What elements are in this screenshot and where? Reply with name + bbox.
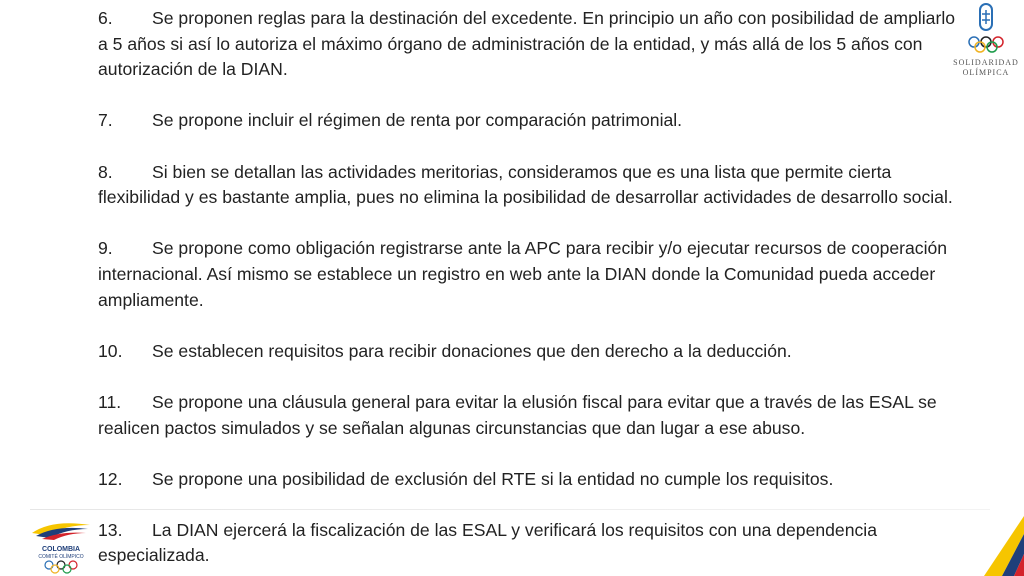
item-text: La DIAN ejercerá la fiscalización de las ESAL y verificará los requisitos con una dependencia especializada. — [98, 519, 877, 566]
olympic-solidarity-logo — [950, 2, 1022, 92]
logo-subtitle: COMITÉ OLÍMPICO — [38, 554, 84, 560]
colombia-olympic-logo — [24, 519, 98, 575]
item-text: Se propone como obligación registrarse ante la APC para recibir y/o ejecutar recursos de cooperación internacional. Así mismo se establece un registro en web ante la DIAN donde la Comunidad pueda acceder ampliamente. — [98, 238, 948, 310]
item-text: Si bien se detallan las actividades meritorias, consideramos que es una lista que permite cierta flexibilidad y es bastante amplia, pues no elimina la posibilidad de desarrollar actividades de desarrollo social. — [98, 161, 953, 208]
list-item — [98, 108, 958, 134]
footer-divider — [30, 509, 990, 510]
item-number: 11. — [98, 391, 122, 412]
olympic-rings-icon — [41, 560, 81, 574]
item-text: Se propone incluir el régimen de renta por comparación patrimonial. — [152, 110, 683, 131]
item-number: 10. — [98, 340, 123, 361]
list-item — [98, 518, 958, 569]
logo-line-1: SOLIDARIDAD — [953, 58, 1019, 67]
item-number: 8. — [98, 161, 113, 182]
list-item — [98, 6, 958, 83]
list-item — [98, 160, 958, 211]
list-item — [98, 339, 958, 365]
item-number: 12. — [98, 468, 123, 489]
logo-line-2: OLÍMPICA — [962, 68, 1010, 77]
item-number: 7. — [98, 110, 113, 131]
item-text: Se establecen requisitos para recibir donaciones que den derecho a la deducción. — [152, 340, 792, 361]
list-item — [98, 467, 958, 493]
logo-name: COLOMBIA — [41, 546, 81, 553]
colombia-emblem-icon — [26, 519, 96, 541]
list-item — [98, 236, 958, 313]
item-text: Se proponen reglas para la destinación del excedente. En principio un año con posibilidad de ampliarlo a 5 años si así lo autoriza el máximo órgano de administración de la entidad, y más allá de los 5 años con autorización de la DIAN. — [98, 8, 956, 80]
item-number: 9. — [98, 238, 113, 259]
flag-stripes-decoration — [914, 476, 1024, 576]
numbered-list — [98, 6, 958, 576]
item-number: 13. — [98, 519, 123, 540]
list-item — [98, 390, 958, 441]
item-text: Se propone una cláusula general para evitar la elusión fiscal para evitar que a través de las ESAL se realicen pactos simulados y se señalan algunas circunstancias que dan lugar a ese abuso. — [98, 391, 937, 438]
item-text: Se propone una posibilidad de exclusión del RTE si la entidad no cumple los requisitos. — [152, 468, 834, 489]
item-number: 6. — [98, 8, 113, 28]
olympic-solidarity-emblem-icon — [956, 2, 1016, 58]
